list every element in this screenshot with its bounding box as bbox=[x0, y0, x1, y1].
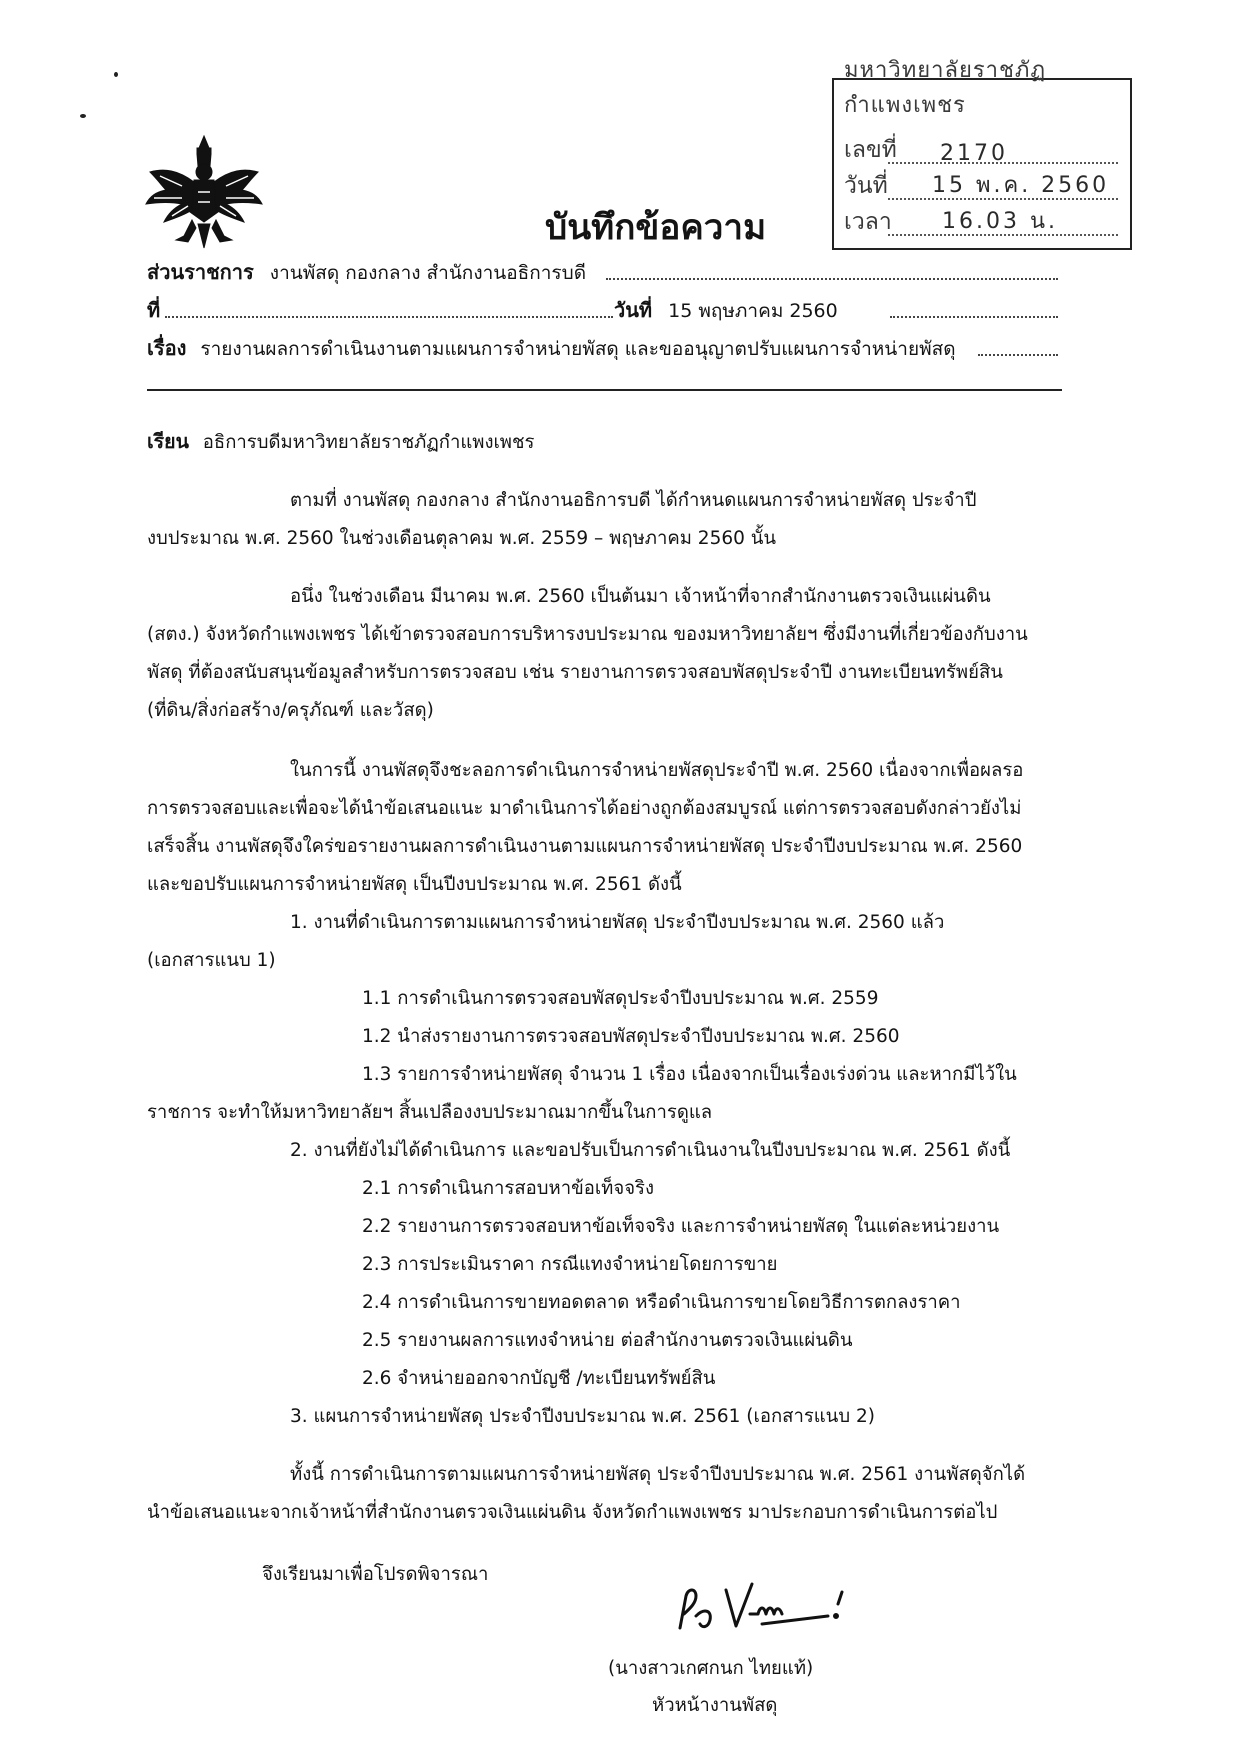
scan-speck bbox=[80, 114, 86, 118]
memo-title: บันทึกข้อความ bbox=[545, 208, 767, 248]
list-item: 2.5 รายงานผลการแทงจำหน่าย ต่อสำนักงานตรวจเงินแผ่นดิน bbox=[362, 1330, 853, 1351]
ref-row bbox=[147, 294, 160, 326]
signatory-position: หัวหน้างานพัสดุ bbox=[652, 1695, 778, 1716]
list-item: (เอกสารแนบ 1) bbox=[147, 950, 276, 971]
salutation-label: เรียน bbox=[147, 430, 189, 453]
subject-dotted-line bbox=[978, 354, 1058, 356]
body-line: พัสดุ ที่ต้องสนับสนุนข้อมูลสำหรับการตรวจสอบ เช่น รายงานการตรวจสอบพัสดุประจำปี งานทะเบียนทรัพย์สิน bbox=[147, 662, 1003, 683]
date-value: 15 พฤษภาคม 2560 bbox=[668, 300, 838, 322]
list-item: 2.4 การดำเนินการขายทอดตลาด หรือดำเนินการขายโดยวิธีการตกลงราคา bbox=[362, 1292, 961, 1313]
list-item: 2.2 รายงานการตรวจสอบหาข้อเท็จจริง และการจำหน่ายพัสดุ ในแต่ละหน่วยงาน bbox=[362, 1216, 1000, 1237]
agency-dotted-line bbox=[606, 278, 1058, 280]
agency-label: ส่วนราชการ bbox=[147, 260, 254, 284]
scan-speck bbox=[114, 72, 118, 77]
list-item: 2. งานที่ยังไม่ได้ดำเนินการ และขอปรับเป็นการดำเนินงานในปีงบประมาณ พ.ศ. 2561 ดังนี้ bbox=[290, 1140, 1011, 1161]
stamp-row-time bbox=[844, 208, 1118, 242]
ref-dotted-line bbox=[165, 316, 613, 318]
date-dotted-line bbox=[890, 316, 1058, 318]
body-line: เสร็จสิ้น งานพัสดุจึงใคร่ขอรายงานผลการดำเนินงานตามแผนการจำหน่ายพัสดุ ประจำปีงบประมาณ พ.ศ. 2560 bbox=[147, 836, 1023, 857]
body-line: ตามที่ งานพัสดุ กองกลาง สำนักงานอธิการบดี ได้กำหนดแผนการจำหน่ายพัสดุ ประจำปี bbox=[290, 490, 977, 511]
date-label: วันที่ bbox=[614, 298, 653, 322]
signature-image bbox=[666, 1570, 856, 1640]
subject-value: รายงานผลการดำเนินงานตามแผนการจำหน่ายพัสดุ และขออนุญาตปรับแผนการจำหน่ายพัสดุ bbox=[200, 338, 956, 360]
body-line: การตรวจสอบและเพื่อจะได้นำข้อเสนอแนะ มาดำเนินการได้อย่างถูกต้องสมบูรณ์ แต่การตรวจสอบดังกล่าวยังไม่ bbox=[147, 798, 1022, 819]
body-line: อนึ่ง ในช่วงเดือน มีนาคม พ.ศ. 2560 เป็นต้นมา เจ้าหน้าที่จากสำนักงานตรวจเงินแผ่นดิน bbox=[290, 586, 991, 607]
closing-line: จึงเรียนมาเพื่อโปรดพิจารณา bbox=[262, 1564, 489, 1585]
body-line: (ที่ดิน/สิ่งก่อสร้าง/ครุภัณฑ์ และวัสดุ) bbox=[147, 700, 434, 721]
salutation bbox=[147, 432, 535, 453]
stamp-header: มหาวิทยาลัยราชภัฏกำแพงเพชร bbox=[844, 58, 1047, 118]
agency-value: งานพัสดุ กองกลาง สำนักงานอธิการบดี bbox=[269, 262, 587, 284]
agency-row bbox=[147, 256, 586, 288]
list-item: 2.3 การประเมินราคา กรณีแทงจำหน่ายโดยการขาย bbox=[362, 1254, 778, 1275]
ref-label: ที่ bbox=[147, 298, 161, 322]
stamp-date-value: 15 พ.ค. 2560 bbox=[932, 173, 1110, 198]
date-row bbox=[614, 294, 838, 326]
stamp-date-label: วันที่ bbox=[844, 173, 888, 199]
list-item: 2.6 จำหน่ายออกจากบัญชี /ทะเบียนทรัพย์สิน bbox=[362, 1368, 716, 1389]
body-line: ในการนี้ งานพัสดุจึงชะลอการดำเนินการจำหน่ายพัสดุประจำปี พ.ศ. 2560 เนื่องจากเพื่อผลรอ bbox=[290, 760, 1024, 781]
stamp-row-number bbox=[844, 136, 1118, 170]
garuda-emblem-icon bbox=[142, 132, 267, 250]
signatory-name: (นางสาวเกศกนก ไทยแท้) bbox=[608, 1658, 814, 1679]
subject-label: เรื่อง bbox=[147, 336, 187, 360]
body-line: นำข้อเสนอแนะจากเจ้าหน้าที่สำนักงานตรวจเงินแผ่นดิน จังหวัดกำแพงเพชร มาประกอบการดำเนินการต่อไป bbox=[147, 1502, 998, 1523]
list-item: 1.2 นำส่งรายงานการตรวจสอบพัสดุประจำปีงบประมาณ พ.ศ. 2560 bbox=[362, 1026, 900, 1047]
list-item: 2.1 การดำเนินการสอบหาข้อเท็จจริง bbox=[362, 1178, 655, 1199]
body-line: และขอปรับแผนการจำหน่ายพัสดุ เป็นปีงบประมาณ พ.ศ. 2561 ดังนี้ bbox=[147, 874, 682, 895]
stamp-time-label: เวลา bbox=[844, 209, 892, 235]
list-item: ราชการ จะทำให้มหาวิทยาลัยฯ สิ้นเปลืองงบประมาณมากขึ้นในการดูแล bbox=[147, 1102, 713, 1123]
stamp-number-value: 2170 bbox=[940, 141, 1008, 166]
stamp-time-value: 16.03 น. bbox=[942, 209, 1059, 234]
body-line: งบประมาณ พ.ศ. 2560 ในช่วงเดือนตุลาคม พ.ศ. 2559 – พฤษภาคม 2560 นั้น bbox=[147, 528, 777, 549]
stamp-number-label: เลขที่ bbox=[844, 137, 897, 163]
salutation-value: อธิการบดีมหาวิทยาลัยราชภัฏกำแพงเพชร bbox=[202, 432, 535, 453]
receipt-stamp bbox=[832, 58, 1132, 250]
list-item: 1. งานที่ดำเนินการตามแผนการจำหน่ายพัสดุ ประจำปีงบประมาณ พ.ศ. 2560 แล้ว bbox=[290, 912, 945, 933]
list-item: 1.3 รายการจำหน่ายพัสดุ จำนวน 1 เรื่อง เนื่องจากเป็นเรื่องเร่งด่วน และหากมีไว้ใน bbox=[362, 1064, 1017, 1085]
stamp-row-date bbox=[844, 172, 1118, 206]
header-rule bbox=[147, 389, 1062, 391]
list-item: 3. แผนการจำหน่ายพัสดุ ประจำปีงบประมาณ พ.ศ. 2561 (เอกสารแนบ 2) bbox=[290, 1406, 875, 1427]
body-line: (สตง.) จังหวัดกำแพงเพชร ได้เข้าตรวจสอบการบริหารงบประมาณ ของมหาวิทยาลัยฯ ซึ่งมีงานที่เกี่ยวข้องกับงาน bbox=[147, 624, 1028, 645]
subject-row bbox=[147, 332, 956, 364]
body-line: ทั้งนี้ การดำเนินการตามแผนการจำหน่ายพัสดุ ประจำปีงบประมาณ พ.ศ. 2561 งานพัสดุจักได้ bbox=[290, 1464, 1026, 1485]
list-item: 1.1 การดำเนินการตรวจสอบพัสดุประจำปีงบประมาณ พ.ศ. 2559 bbox=[362, 988, 879, 1009]
stamp-header-row bbox=[844, 58, 1118, 124]
